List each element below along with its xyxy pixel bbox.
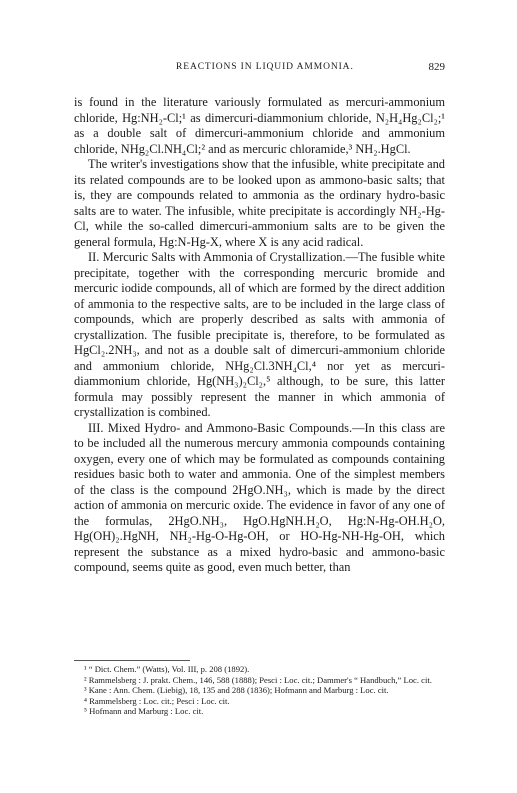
footnote: ¹ “ Dict. Chem.” (Watts), Vol. III, p. 208 (1892). bbox=[84, 664, 250, 674]
paragraph-section-ii: II. Mercuric Salts with Ammonia of Crystallization.—The fusible white precipitate, together with the corresponding mercuric bromide and mercuric iodide compounds, all of which are formed by the direct addition of ammonia to the respective salts, are to be included in the large class of compounds, which are properly described as salts with ammonia of crystallization. The fusible precipitate is, therefore, to be formulated as HgCl₂.2NH₃, and not as a double salt of dimercuri-ammonium chloride and ammonium chloride, NHg₂Cl.3NH₄Cl,⁴ nor yet as mercuri-diammonium chloride, Hg(NH₃)₂Cl₂,⁵ although, to be sure, this latter formula may possibly represent the manner in which ammonia of crystallization is combined. bbox=[74, 250, 445, 419]
footnote: ⁵ Hofmann and Marburg : Loc. cit. bbox=[84, 706, 204, 717]
footnote: ⁴ Rammelsberg : Loc. cit.; Pesci : Loc. cit. bbox=[84, 695, 230, 706]
footnote-rule bbox=[74, 660, 190, 661]
running-title: REACTIONS IN LIQUID AMMONIA. bbox=[176, 62, 354, 72]
paragraph-continued: is found in the literature variously formulated as mercuri-ammonium chloride, Hg:NH₂-Cl;¹ as dimercuri-diammonium chloride, N₂H₄Hg₂Cl₂;¹ as a double salt of dimercuri-ammonium chloride and ammonium chloride, NHg₂Cl.NH₄Cl;² and as mercuric chloramide,³ NH₂.HgCl. bbox=[74, 95, 445, 156]
running-header bbox=[74, 62, 445, 72]
footnote: ² Rammelsberg : J. prakt. Chem., 146, 588 (1888); Pesci : Loc. cit.; Dammer's “ Handbuch,” Loc. cit. bbox=[84, 674, 432, 685]
page-number: 829 bbox=[428, 61, 445, 73]
paragraph-investigations: The writer's investigations show that the infusible, white precipitate and its related compounds are to be looked upon as ammono-basic salts; that is, they are compounds related to ammonia as the ordinary hydro-basic salts are to water. The infusible, white precipitate is accordingly NH₂-Hg-Cl, while the so-called dimercuri-ammonium salts are to be given the general formula, Hg:N-Hg-X, where X is any acid radical. bbox=[74, 157, 445, 249]
footnotes bbox=[74, 664, 445, 717]
body-text bbox=[74, 95, 445, 576]
paragraph-section-iii: III. Mixed Hydro- and Ammono-Basic Compounds.—In this class are to be included all the numerous mercury ammonia compounds containing oxygen, every one of which may be formulated as compounds containing residues basic both to water and ammonia. One of the simplest members of the class is the compound 2HgO.NH₃, which is made by the direct action of ammonia on mercuric oxide. The evidence in favor of any one of the formulas, 2HgO.NH₃, HgO.HgNH.H₂O, Hg:N-Hg-OH.H₂O, Hg(OH)₂.HgNH, NH₂-Hg-O-Hg-OH, or HO-Hg-NH-Hg-OH, which represent the substance as a mixed hydro-basic and ammono-basic compound, seems quite as good, even much better, than bbox=[74, 420, 445, 574]
footnote: ³ Kane : Ann. Chem. (Liebig), 18, 135 and 288 (1836); Hofmann and Marburg : Loc. cit. bbox=[84, 685, 389, 696]
